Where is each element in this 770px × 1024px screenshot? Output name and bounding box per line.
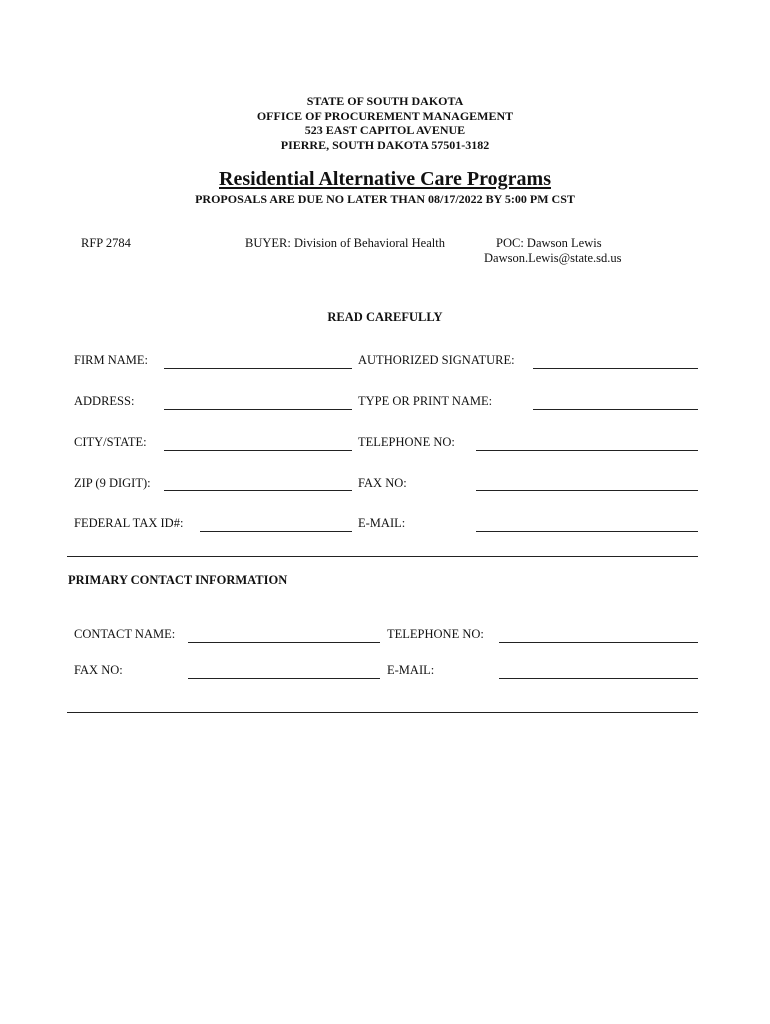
zip-field[interactable] xyxy=(164,490,352,491)
primary-contact-heading: PRIMARY CONTACT INFORMATION xyxy=(68,573,288,587)
contact-telephone-field[interactable] xyxy=(499,642,698,643)
bottom-divider xyxy=(67,712,698,713)
contact-telephone-label: TELEPHONE NO: xyxy=(387,627,484,641)
contact-name-field[interactable] xyxy=(188,642,380,643)
header-state: STATE OF SOUTH DAKOTA xyxy=(306,94,464,108)
poc-email: Dawson.Lewis@state.sd.us xyxy=(484,251,622,265)
fax-label: FAX NO: xyxy=(358,476,407,490)
header-street: 523 EAST CAPITOL AVENUE xyxy=(304,123,466,137)
email-field[interactable] xyxy=(476,531,698,532)
authorized-signature-label: AUTHORIZED SIGNATURE: xyxy=(358,353,515,367)
print-name-label: TYPE OR PRINT NAME: xyxy=(358,394,493,408)
header-office: OFFICE OF PROCUREMENT MANAGEMENT xyxy=(256,108,514,123)
buyer: BUYER: Division of Behavioral Health xyxy=(245,236,445,250)
read-carefully: READ CAREFULLY xyxy=(327,310,443,324)
due-notice: PROPOSALS ARE DUE NO LATER THAN 08/17/2022 BY 5:00 PM CST xyxy=(195,192,575,206)
city-state-label: CITY/STATE: xyxy=(74,435,147,449)
poc-name: POC: Dawson Lewis xyxy=(496,236,602,250)
authorized-signature-field[interactable] xyxy=(533,368,698,369)
contact-fax-field[interactable] xyxy=(188,678,380,679)
contact-email-label: E-MAIL: xyxy=(387,663,435,677)
section-divider xyxy=(67,556,698,557)
telephone-label: TELEPHONE NO: xyxy=(358,435,455,449)
contact-name-label: CONTACT NAME: xyxy=(74,627,176,641)
address-label: ADDRESS: xyxy=(74,394,135,408)
document-title: Residential Alternative Care Programs xyxy=(219,168,551,190)
contact-email-field[interactable] xyxy=(499,678,698,679)
contact-fax-label: FAX NO: xyxy=(74,663,123,677)
firm-name-field[interactable] xyxy=(164,368,352,369)
telephone-field[interactable] xyxy=(476,450,698,451)
firm-name-label: FIRM NAME: xyxy=(74,353,148,367)
address-field[interactable] xyxy=(164,409,352,410)
print-name-field[interactable] xyxy=(533,409,698,410)
zip-label: ZIP (9 DIGIT): xyxy=(74,476,151,490)
city-state-field[interactable] xyxy=(164,450,352,451)
federal-tax-id-field[interactable] xyxy=(200,531,352,532)
fax-field[interactable] xyxy=(476,490,698,491)
rfp-number: RFP 2784 xyxy=(81,236,131,250)
federal-tax-id-label: FEDERAL TAX ID#: xyxy=(74,516,184,530)
header-city: PIERRE, SOUTH DAKOTA 57501-3182 xyxy=(280,137,490,152)
email-label: E-MAIL: xyxy=(358,516,406,530)
